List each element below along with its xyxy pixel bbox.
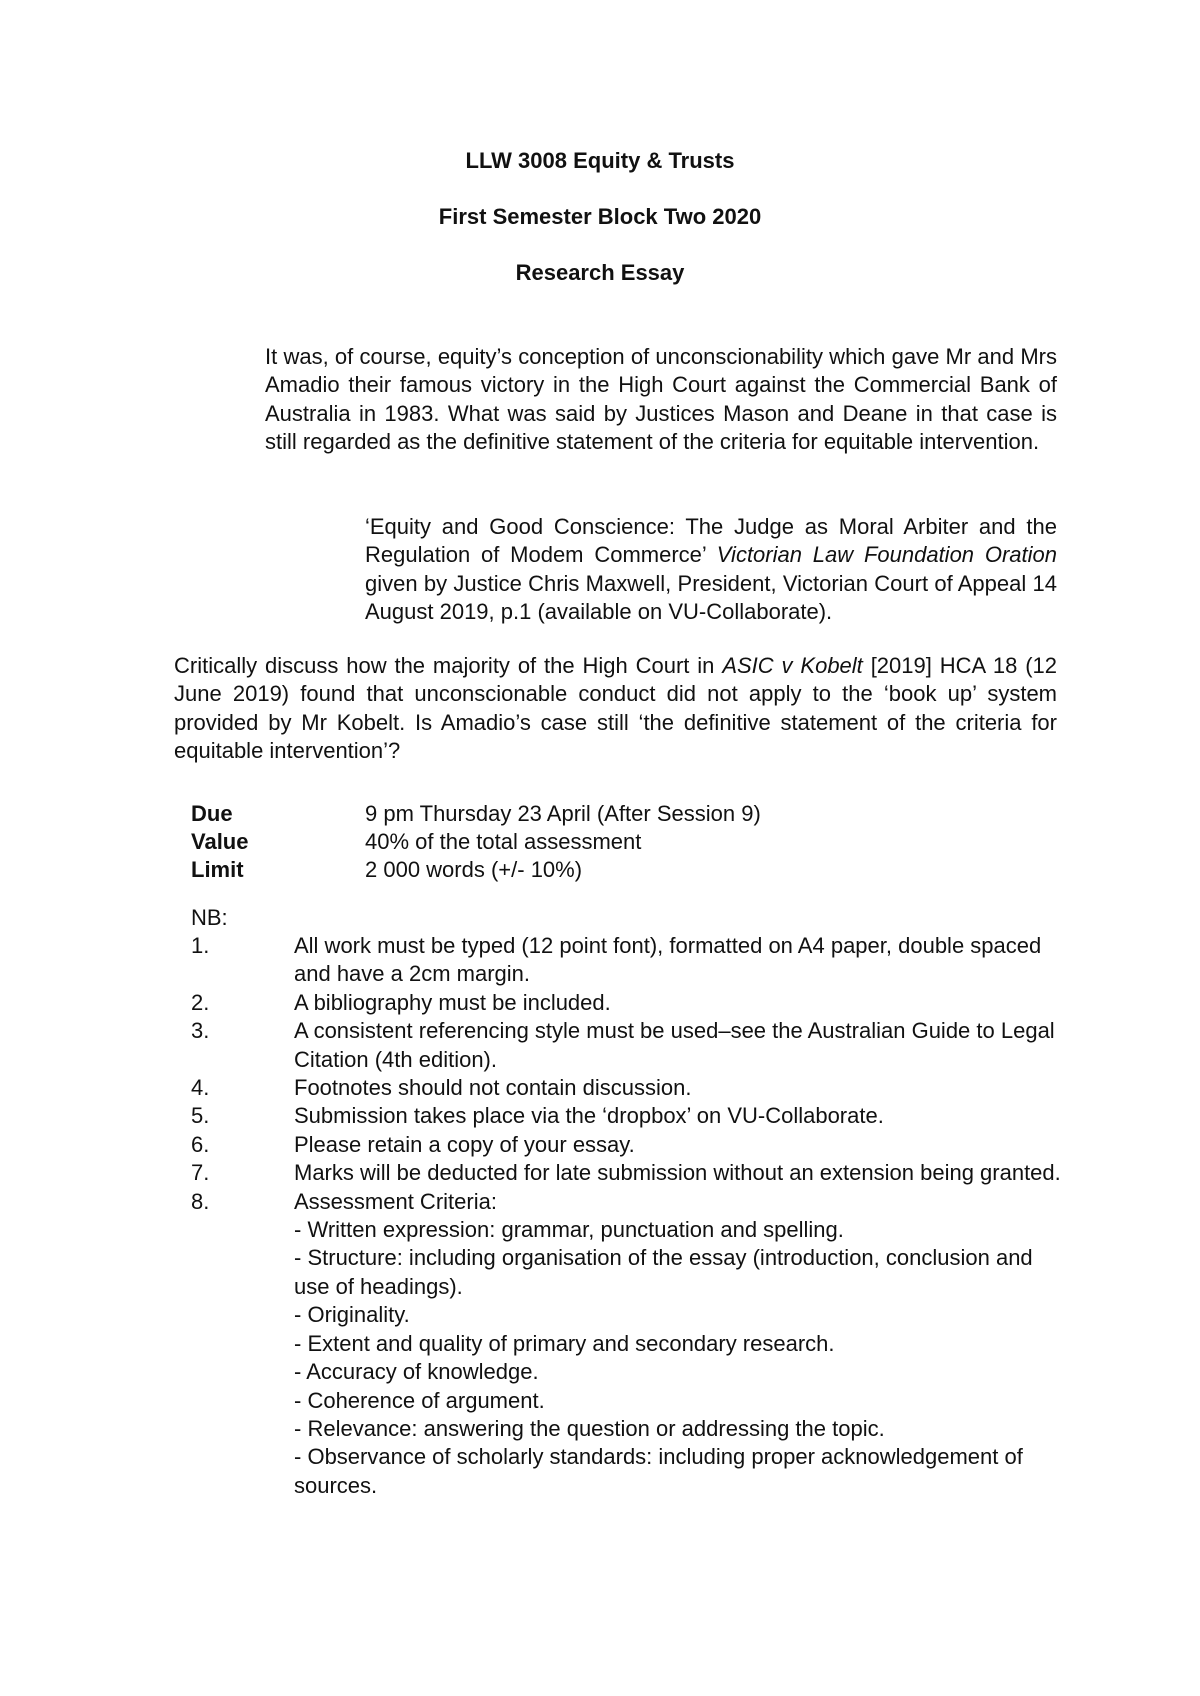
list-item xyxy=(191,1102,1071,1130)
criterion-item: - Coherence of argument. xyxy=(294,1387,1071,1415)
source-title: ‘Equity and Good Conscience: The Judge as Moral Arbiter and the Regulation of Modem Commerce’ xyxy=(365,514,1057,568)
detail-value-row xyxy=(191,828,641,856)
list-item-number: 6. xyxy=(191,1131,210,1157)
semester-title: First Semester Block Two 2020 xyxy=(438,204,762,229)
assignment-title: Research Essay xyxy=(515,260,685,285)
list-item-number: 5. xyxy=(191,1103,210,1129)
list-item xyxy=(191,1188,1071,1500)
list-item xyxy=(191,932,1071,989)
source-event: Victorian Law Foundation Oration xyxy=(716,542,1057,568)
criterion-item: - Relevance: answering the question or addressing the topic. xyxy=(294,1415,1071,1443)
list-item-number: 2. xyxy=(191,989,210,1015)
detail-value: 2 000 words (+/- 10%) xyxy=(365,857,583,882)
list-item-text: All work must be typed (12 point font), formatted on A4 paper, double spaced and have a 2cm margin. xyxy=(294,933,1042,987)
list-item xyxy=(191,1159,1071,1187)
list-item-number: 3. xyxy=(191,1018,210,1044)
list-item-number: 4. xyxy=(191,1075,210,1101)
criterion-item: - Accuracy of knowledge. xyxy=(294,1358,1071,1386)
list-item-text: A bibliography must be included. xyxy=(294,989,611,1015)
detail-limit xyxy=(191,856,582,884)
list-item-text: Marks will be deducted for late submission without an extension being granted. xyxy=(294,1160,1061,1186)
assessment-criteria-block xyxy=(294,1188,1071,1500)
question-prefix: Critically discuss how the majority of the High Court in xyxy=(174,653,715,678)
notes-label: NB: xyxy=(191,905,228,930)
list-item-text: A consistent referencing style must be used–see the Australian Guide to Legal Citation (4th edition). xyxy=(294,1018,1055,1072)
detail-value: 9 pm Thursday 23 April (After Session 9) xyxy=(365,801,761,826)
detail-due xyxy=(191,800,761,828)
essay-question xyxy=(174,652,1057,766)
source-details: given by Justice Chris Maxwell, President, Victorian Court of Appeal 14 August 2019, p.1 (available on VU-Collaborate). xyxy=(365,570,1057,625)
list-item-number: 8. xyxy=(191,1188,210,1214)
detail-label: Due xyxy=(191,801,233,826)
criterion-item: - Structure: including organisation of the essay (introduction, conclusion and use of headings). xyxy=(294,1244,1071,1301)
case-name: ASIC v Kobelt xyxy=(722,653,863,678)
list-item-text: Please retain a copy of your essay. xyxy=(294,1131,635,1157)
list-item-number: 7. xyxy=(191,1160,210,1186)
course-title: LLW 3008 Equity & Trusts xyxy=(465,148,735,173)
list-item-text: Assessment Criteria: xyxy=(294,1188,497,1214)
notes-list xyxy=(191,932,1071,1500)
list-item xyxy=(191,1131,1071,1159)
question-suffix: [2019] HCA 18 (12 June 2019) found that unconscionable conduct did not apply to the ‘book up’ system provided by Mr Kobelt. Is Amadio’s case still ‘the definitive statement of the criteria for equitable intervention’? xyxy=(174,653,1057,764)
criterion-item: - Originality. xyxy=(294,1301,1071,1329)
list-item-text: Footnotes should not contain discussion. xyxy=(294,1075,692,1101)
criterion-item: - Observance of scholarly standards: including proper acknowledgement of sources. xyxy=(294,1443,1071,1500)
list-item xyxy=(191,989,1071,1017)
list-item-text: Submission takes place via the ‘dropbox’ on VU-Collaborate. xyxy=(294,1103,884,1129)
criterion-item: - Written expression: grammar, punctuation and spelling. xyxy=(294,1216,1071,1244)
list-item xyxy=(191,1017,1071,1074)
list-item-number: 1. xyxy=(191,933,210,958)
detail-label: Value xyxy=(191,829,249,854)
criterion-item: - Extent and quality of primary and secondary research. xyxy=(294,1330,1071,1358)
epigraph-source xyxy=(365,513,1057,627)
detail-label: Limit xyxy=(191,857,244,882)
list-item xyxy=(191,1074,1071,1102)
detail-value: 40% of the total assessment xyxy=(365,829,642,854)
epigraph-quote: It was, of course, equity’s conception of unconscionability which gave Mr and Mrs Amadio their famous victory in the High Court against the Commercial Bank of Australia in 1983. What was said by Justices Mason and Deane in that case is still regarded as the definitive statement of the criteria for equitable intervention. xyxy=(265,344,1057,455)
